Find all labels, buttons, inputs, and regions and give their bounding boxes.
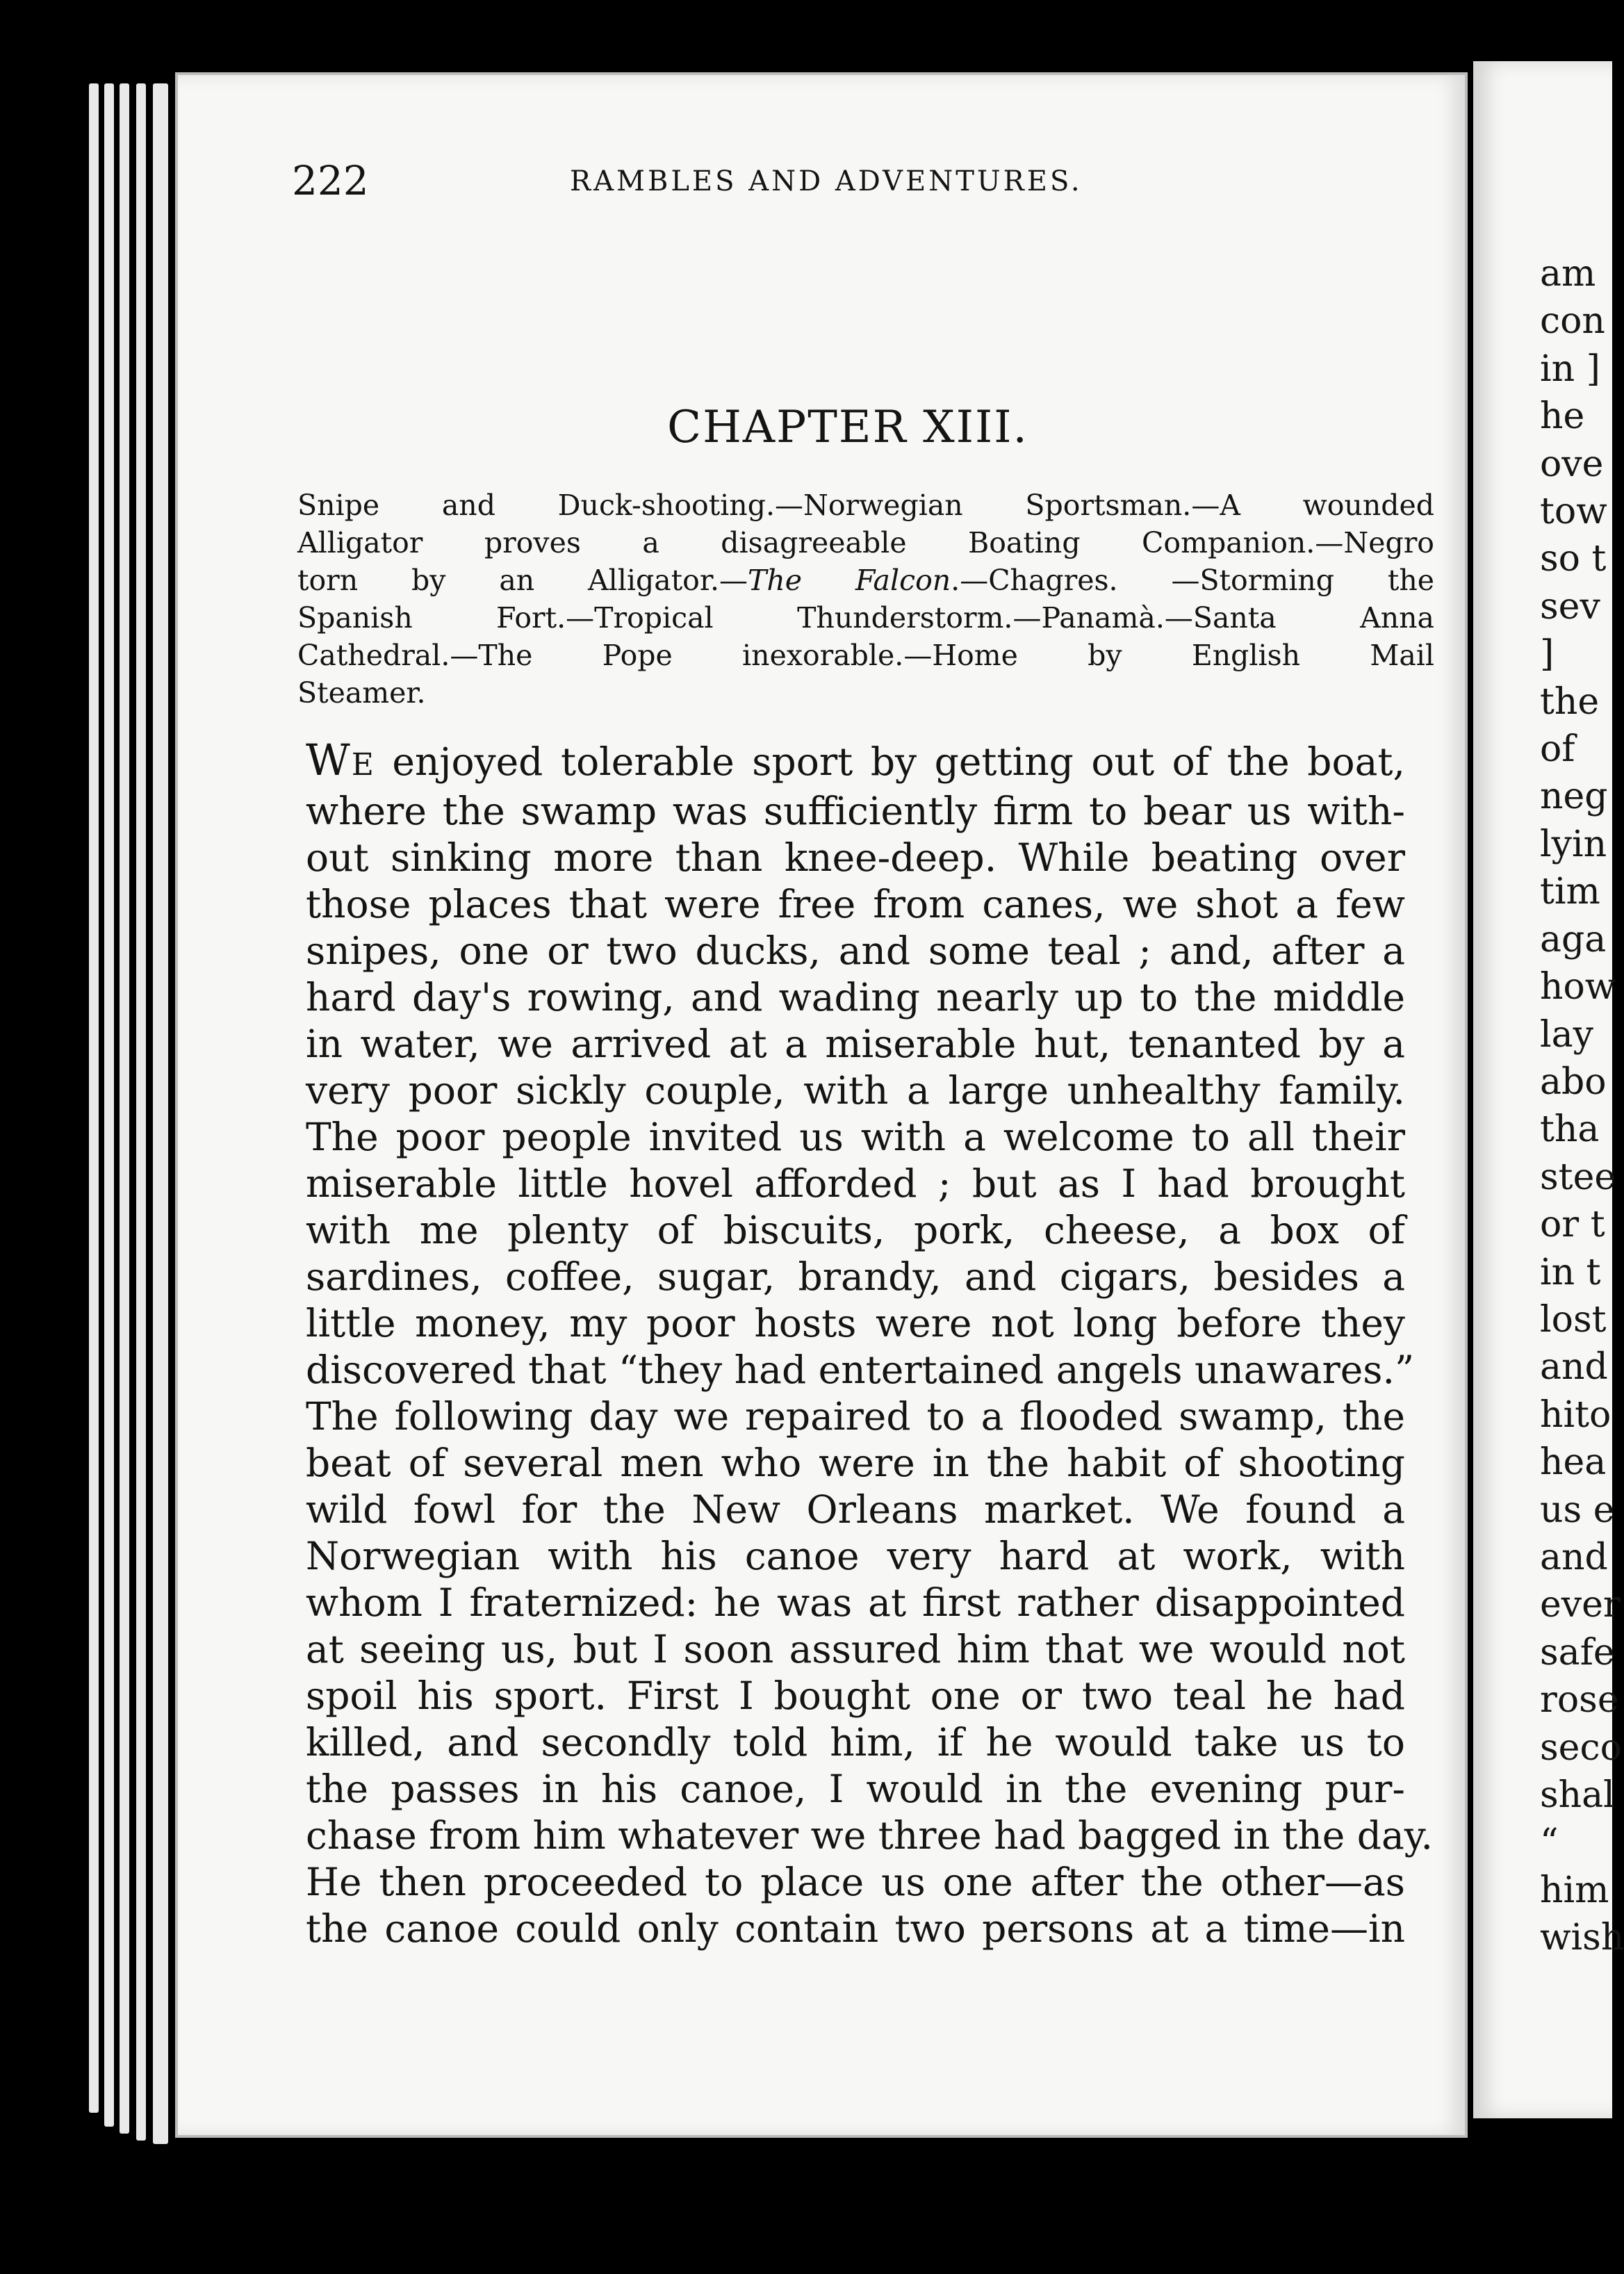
facing-page-fragment: hito [1540, 1393, 1611, 1436]
facing-page-fragment: in ] [1540, 347, 1600, 390]
body-line: The following day we repaired to a flooded swamp, the [306, 1394, 1405, 1439]
dropcap: W [306, 735, 352, 785]
facing-page-fragment: tim [1540, 871, 1600, 913]
page-edge [120, 83, 129, 2134]
body-line: chase from him whatever we three had bagged in the day. [306, 1813, 1434, 1858]
dropcap-rest: E [351, 747, 375, 783]
chapter-summary [297, 486, 1434, 712]
facing-page-fragment: so t [1540, 538, 1607, 580]
facing-page-fragment: the [1540, 680, 1600, 723]
facing-page-fragment: in t [1540, 1251, 1601, 1293]
body-line: miserable little hovel afforded ; but as I had brought [306, 1161, 1405, 1206]
summary-line: Steamer. [297, 676, 426, 710]
facing-page-fragment: and [1540, 1536, 1608, 1578]
facing-page-fragment: wish [1540, 1917, 1624, 1959]
body-line: the canoe could only contain two persons at a time—in [306, 1906, 1405, 1951]
body-line: sardines, coffee, sugar, brandy, and cigars, besides a [306, 1254, 1405, 1299]
body-line: out sinking more than knee-deep. While beating over [306, 835, 1405, 880]
body-line: beat of several men who were in the habit of shooting [306, 1441, 1405, 1485]
facing-page-fragment: aga [1540, 918, 1607, 960]
summary-line: Cathedral.—The Pope inexorable.—Home by English Mail [297, 639, 1434, 672]
facing-page-fragment: con [1540, 300, 1605, 343]
body-line: little money, my poor hosts were not long before they [306, 1301, 1405, 1345]
facing-page-fragment: hea [1540, 1441, 1607, 1484]
page-edge [89, 83, 99, 2113]
body-line-text: enjoyed tolerable sport by getting out of the boat, [374, 739, 1405, 784]
facing-page-fragment: sev [1540, 585, 1600, 628]
page-edge [136, 83, 146, 2141]
summary-line: Spanish Fort.—Tropical Thunderstorm.—Panamà.—Santa Anna [297, 601, 1434, 635]
facing-page-fragment: neg [1540, 776, 1608, 818]
body-line: snipes, one or two ducks, and some teal ; and, after a [306, 929, 1405, 973]
facing-page-fragment: stee [1540, 1156, 1616, 1198]
body-line: He then proceeded to place us one after the other—as [306, 1860, 1405, 1904]
summary-line: Snipe and Duck-shooting.—Norwegian Sportsman.—A wounded [297, 489, 1434, 522]
facing-page-fragment: us e [1540, 1489, 1615, 1531]
facing-page-fragment: ] [1540, 633, 1555, 676]
body-line: those places that were free from canes, we shot a few [306, 882, 1405, 926]
facing-page-fragment: safe [1540, 1631, 1615, 1674]
body-line: the passes in his canoe, I would in the evening pur- [306, 1767, 1405, 1811]
facing-page-fragment: how [1540, 966, 1616, 1008]
facing-page-text [1540, 250, 1624, 1962]
body-line: whom I fraternized: he was at first rather disappointed [306, 1580, 1405, 1625]
summary-line: Alligator proves a disagreeable Boating Companion.—Negro [297, 526, 1434, 559]
summary-line: torn by an Alligator.—The Falcon.—Chagres. —Storming the [297, 564, 1434, 597]
facing-page-fragment: ove [1540, 443, 1604, 485]
page-edge [153, 83, 168, 2144]
facing-page-fragment: seco [1540, 1726, 1622, 1769]
running-title: RAMBLES AND ADVENTURES. [570, 165, 1083, 197]
facing-page-fragment: lost [1540, 1298, 1607, 1341]
body-line: hard day's rowing, and wading nearly up to the middle [306, 975, 1405, 1020]
body-line: Norwegian with his canoe very hard at work, with [306, 1534, 1405, 1578]
body-line: The poor people invited us with a welcome to all their [306, 1115, 1405, 1159]
body-line: in water, we arrived at a miserable hut, tenanted by a [306, 1022, 1405, 1066]
facing-page-fragment: tha [1540, 1109, 1600, 1151]
body-line: where the swamp was sufficiently firm to bear us with- [306, 789, 1405, 833]
facing-page-fragment: rose [1540, 1679, 1619, 1721]
body-line: spoil his sport. First I bought one or two teal he had [306, 1674, 1405, 1718]
facing-page-fragment: lay [1540, 1013, 1594, 1056]
facing-page-fragment: am [1540, 253, 1596, 295]
facing-page-fragment: or t [1540, 1204, 1605, 1246]
facing-page-fragment: abo [1540, 1061, 1607, 1103]
page-number: 222 [292, 157, 369, 204]
facing-page-fragment: shal [1540, 1774, 1615, 1816]
facing-page-fragment: and [1540, 1346, 1608, 1389]
body-line: killed, and secondly told him, if he would take us to [306, 1720, 1405, 1765]
facing-page-fragment: ever [1540, 1584, 1621, 1626]
facing-page-fragment: him [1540, 1869, 1609, 1911]
facing-page-fragment: “ [1540, 1822, 1559, 1864]
page-edge [104, 83, 114, 2127]
body-line: discovered that “they had entertained angels unawares.” [306, 1348, 1415, 1392]
facing-page-fragment: he [1540, 395, 1585, 438]
body-line [306, 737, 1405, 788]
facing-page-fragment: tow [1540, 491, 1607, 533]
facing-page-fragment: of [1540, 728, 1575, 771]
body-line: at seeing us, but I soon assured him that we would not [306, 1627, 1405, 1671]
chapter-title: CHAPTER XIII. [667, 402, 1028, 453]
body-line: wild fowl for the New Orleans market. We found a [306, 1487, 1405, 1532]
body-line: with me plenty of biscuits, pork, cheese, a box of [306, 1208, 1405, 1252]
facing-page-fragment: lyin [1540, 823, 1607, 865]
body-line: very poor sickly couple, with a large unhealthy family. [306, 1068, 1405, 1113]
body-text [306, 735, 1434, 1952]
